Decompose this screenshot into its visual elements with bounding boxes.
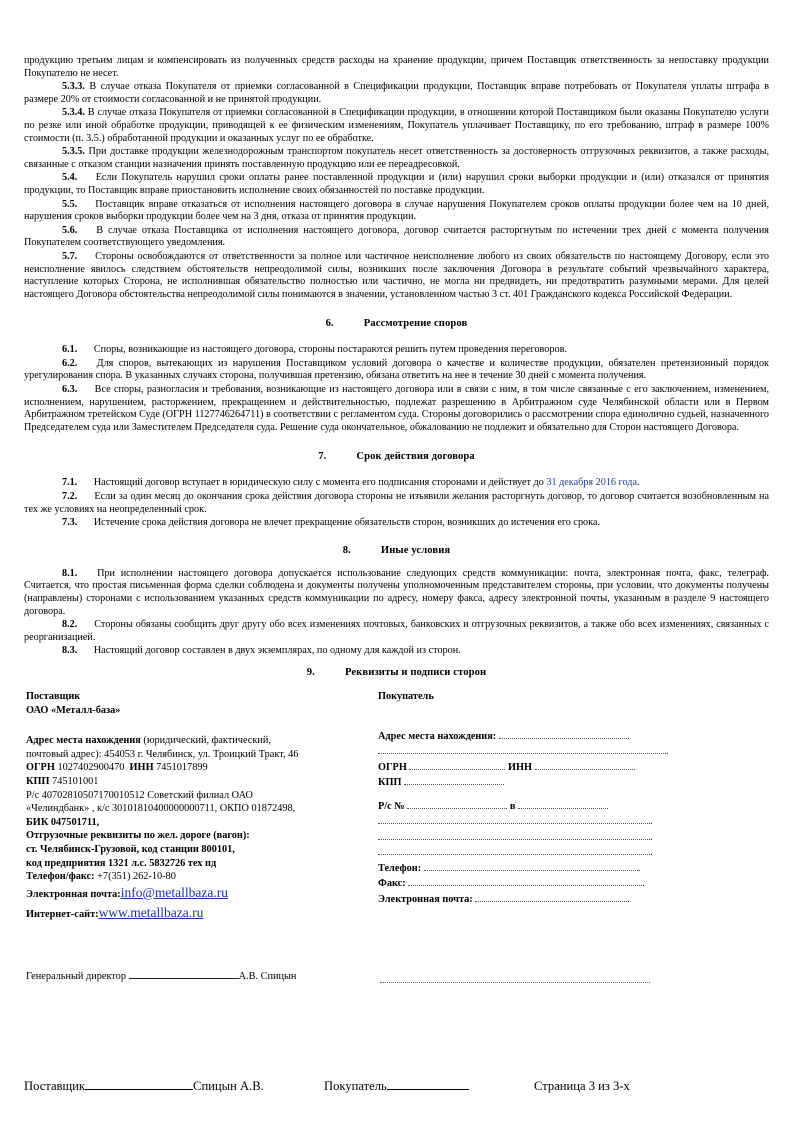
clause-text: В случае отказа Покупателя от приемки согласованной в Спецификации продукции, Поставщик вправе потребовать от Покупателя уплаты штрафа в размере 20% от стоимости согласованной и не принятой продукции. <box>24 81 770 105</box>
supplier-account-line1: Р/с 40702810507170010512 Советский филиал ОАО <box>26 789 253 801</box>
buyer-ogrn-label: ОГРН <box>378 761 407 773</box>
director-name: А.В. Спицын <box>238 970 297 982</box>
supplier-shipping-label: Отгрузочные реквизиты по жел. дороге (вагон): <box>26 830 250 842</box>
clause-number: 7.1. <box>62 477 78 489</box>
clause-number: 5.3.3. <box>62 81 85 93</box>
buyer-address-row2: . <box>378 744 684 760</box>
buyer-address-label: Адрес места нахождения: <box>378 730 497 742</box>
section-heading-8 <box>24 544 769 558</box>
clause-number: 5.3.4. <box>62 107 85 119</box>
clause-text: Настоящий договор составлен в двух экземплярах, по одному для каждой из сторон. <box>93 645 461 657</box>
buyer-blank-row-1: . <box>378 814 684 830</box>
buyer-address-row <box>378 729 684 745</box>
clause-5-3-4 <box>24 107 769 145</box>
clause-5-7 <box>24 251 769 301</box>
clause-text: Споры, возникающие из настоящего договора, стороны постараются решить путем проведения переговоров. <box>93 344 567 356</box>
clause-5-5 <box>24 199 769 224</box>
director-signature-line[interactable] <box>129 970 239 979</box>
clause-8-1 <box>24 568 769 618</box>
clause-7-1 <box>24 477 769 490</box>
buyer-kpp-input[interactable] <box>404 775 504 785</box>
section-title: Срок действия договора <box>356 451 475 463</box>
section-title: Реквизиты и подписи сторон <box>344 666 487 678</box>
clause-number: 6.1. <box>62 344 78 356</box>
clause-text: При исполнении настоящего договора допускается использование следующих средств коммуникации: почта, электронная почта, факс, телеграф. Считается, что простая письменная форма сделки соблюдена и документы получены уполномоченным представителем стороны, при условии, что документы получены (направлены) сторонами с использованием указанных средств коммуникации по адресу, номеру факса, адресу электронной почты, указанным в разделе 9 настоящего договора. <box>24 567 770 617</box>
buyer-ogrn-inn-row <box>378 760 684 776</box>
buyer-blank-input-2[interactable] <box>378 830 650 840</box>
clause-number: 7.2. <box>62 491 78 503</box>
contract-expiry-date: 31 декабря 2016 года <box>546 477 637 489</box>
buyer-email-row: Электронная почта: . <box>378 893 630 905</box>
supplier-address-line: почтовый адрес): 454053 г. Челябинск, ул. Троицкий Тракт, 46 <box>26 748 299 760</box>
buyer-blank-row-2: . <box>378 830 684 846</box>
clause-6-2 <box>24 358 769 383</box>
supplier-signature <box>26 970 356 986</box>
director-label: Генеральный директор <box>26 970 126 982</box>
clause-8-3 <box>24 645 769 658</box>
supplier-heading: Поставщик <box>26 690 81 702</box>
clause-text: Для споров, вытекающих из нарушения Поставщиком условий договора о качестве и количестве продукции, обязателен претензионный порядок урегулирования спора. В указанных случаях сторона, получившая претензию, обязана ответить на нее в течение 30 дней с момента получения. <box>24 357 770 382</box>
section-number: 7. <box>318 451 327 463</box>
clause-text: Стороны освобождаются от ответственности за полное или частичное неисполнение любого из своих обязательств по настоящему Договору, если это неисполнение явилось следствием обстоятельств непреодолимой силы, возникших после заключения Договора в результате событий чрезвычайного характера, наступление которых Сторона, не исполнившая обязательство полностью или частично, не могла ни предвидеть, ни предотвратить разумными мерами. Для целей настоящего Договора обстоятельства непреодолимой силы понимаются в значении, установленном частью 3 ст. 401 Гражданского кодекса Российской Федерации. <box>24 250 769 300</box>
buyer-bank-input[interactable] <box>518 799 608 809</box>
clause-text: Если Покупатель нарушил сроки оплаты ранее поставленной продукции и (или) нарушил сроки выборки продукции и (или) отказался от принятия продукции, то Поставщик вправе приостановить исполнение своих обязанностей по поставке продукции. <box>24 172 770 196</box>
footer-buyer <box>324 1079 534 1094</box>
section-heading-6 <box>24 317 769 331</box>
clause-5-3-3 <box>24 81 769 106</box>
clause-text: Стороны обязаны сообщить друг другу обо всех изменениях почтовых, банковских и отгрузочных реквизитов, а также обо всех изменениях, связанных с реорганизацией. <box>24 619 769 643</box>
clause-text-before: Настоящий договор вступает в юридическую силу с момента его подписания сторонами и действует до <box>93 477 547 489</box>
clause-text: В случае отказа Поставщика от исполнения настоящего договора, договор считается расторгнутым по истечении трех дней с момента получения Покупателем соответствующего уведомления. <box>24 224 769 249</box>
buyer-address-input[interactable] <box>499 729 629 739</box>
clause-7-3 <box>24 517 769 530</box>
clause-text: Если за один месяц до окончания срока действия договора стороны не изъявили желания расторгнуть договор, то договор считается возобновленным на тех же условиях на неопределенный срок. <box>24 491 769 515</box>
buyer-phone-row: Телефон: . <box>378 862 641 874</box>
section-heading-7 <box>24 450 769 464</box>
clause-text: В случае отказа Покупателя от приемки согласованной в Спецификации продукции, в отношении которой Поставщиком были оказаны Покупателю услуги по резке или иной обработке продукции, приводящей к ее физическим изменениям, Покупатель уплачивает Поставщику, по его требованию, штраф в размере 100% стоимости (п. 3.5.) обработанной продукции и оказанных услуг по ее обработке. <box>24 107 770 144</box>
supplier-ogrn-inn: ОГРН 1027402900470 ИНН 7451017899 <box>26 762 208 774</box>
footer-page-number: Страница 3 из 3-х <box>534 1079 630 1093</box>
clause-number: 5.7. <box>62 250 78 262</box>
buyer-phone-label: Телефон: <box>378 862 422 874</box>
buyer-address-input-2[interactable] <box>378 744 666 754</box>
buyer-inn-input[interactable] <box>535 760 635 770</box>
section-number: 9. <box>306 666 315 678</box>
clause-5-4 <box>24 172 769 197</box>
page-footer <box>24 1079 769 1094</box>
supplier-details <box>24 690 354 924</box>
buyer-blank-input-3[interactable] <box>378 845 650 855</box>
buyer-blank-input-1[interactable] <box>378 814 650 824</box>
buyer-kpp-label: КПП <box>378 777 402 789</box>
supplier-shipping-code: код предприятия 1321 л.с. 5832726 тех пд <box>26 857 217 869</box>
requisites-block <box>24 690 769 924</box>
continued-paragraph: продукцию третьим лицам и компенсировать из полученных средств расходы на хранение продукции, причем Поставщик ответственность за непоставку продукции Покупателю не несет. <box>24 55 769 79</box>
supplier-shipping-station: ст. Челябинск-Грузовой, код станции 800101, <box>26 843 235 855</box>
buyer-account-input[interactable] <box>407 799 507 809</box>
clause-number: 5.5. <box>62 198 78 210</box>
clause-text-after: ) в соответствии с регламентом суда. Стороны договорились о рассмотрении спора единолично судьей, назначенного Председателем суда или Заместителем Председателя суда. Решение суда окончательное, обжалованию не подлежит и обязательно для Сторон настоящего Договора. <box>24 409 769 433</box>
clause-5-6 <box>24 225 769 250</box>
supplier-email-row <box>26 884 354 904</box>
buyer-signature <box>356 970 686 986</box>
clause-text-before: Все споры, разногласия и требования, возникающие из настоящего договора или в связи с ним, в том числе связанные с его заключением, изменением, исполнением, нарушением, расторжением, прекращением и действительностью, подлежат разрешению в Арбитражном суде Челябинской области или в Первом Арбитражном третейском Суде (ОГРН <box>24 384 769 421</box>
supplier-email-label: Электронная почта: <box>26 888 121 900</box>
section-title: Рассмотрение споров <box>363 318 468 330</box>
section-heading-9 <box>24 666 769 680</box>
buyer-account-row <box>378 799 684 815</box>
buyer-account-in-label: в <box>509 800 516 812</box>
clause-number: 5.6. <box>62 224 78 236</box>
supplier-address-label: Адрес места нахождения (юридический, фактический, <box>26 735 271 747</box>
footer-buyer-label: Покупатель <box>324 1079 387 1093</box>
section-title: Иные условия <box>380 544 451 556</box>
buyer-signature-line[interactable] <box>380 974 650 983</box>
clause-text: Поставщик вправе отказаться от исполнения настоящего договора в случае нарушения Покупателем сроков оплаты продукции более чем на 10 дней, нарушения сроков выборки продукции более чем на 3 дня, отказа от принятия продукции. <box>24 198 769 223</box>
clause-number: 6.3. <box>62 384 78 396</box>
buyer-fax-row: Факс: . <box>378 878 645 890</box>
arbitration-court-ogrn: 1127746264711 <box>194 409 261 421</box>
buyer-phone-input[interactable] <box>424 861 638 871</box>
buyer-kpp-row <box>378 775 684 791</box>
buyer-fax-input[interactable] <box>408 876 642 886</box>
buyer-heading: Покупатель <box>378 690 434 702</box>
footer-supplier-name: Спицын А.В. <box>193 1079 264 1093</box>
footer-supplier-line[interactable] <box>85 1079 193 1090</box>
buyer-account-label: Р/с № <box>378 800 405 812</box>
clause-number: 8.1. <box>62 567 78 579</box>
clause-text: Истечение срока действия договора не влечет прекращение обязательств сторон, возникших до истечения его срока. <box>93 517 600 529</box>
supplier-email-link[interactable]: info@metallbaza.ru <box>120 884 228 900</box>
footer-supplier <box>24 1079 324 1094</box>
section-number: 6. <box>325 318 334 330</box>
supplier-website-row <box>26 904 354 924</box>
clause-number: 7.3. <box>62 517 78 529</box>
supplier-website-link[interactable]: www.metallbaza.ru <box>98 904 204 920</box>
clause-number: 8.2. <box>62 619 78 631</box>
buyer-inn-label: ИНН <box>508 761 533 773</box>
clause-number: 8.3. <box>62 645 78 657</box>
signature-block <box>24 970 769 986</box>
footer-buyer-line[interactable] <box>387 1079 469 1090</box>
supplier-kpp: КПП 745101001 <box>26 775 99 787</box>
clause-number: 5.3.5. <box>62 146 85 158</box>
supplier-website-label: Интернет-сайт: <box>26 908 99 920</box>
clause-text: При доставке продукции железнодорожным транспортом покупатель несет ответственность за достоверность отгрузочных реквизитов, а также расходы, связанные с отказом станции назначения принять поставленную продукцию или ее переадресовкой. <box>24 146 769 170</box>
clause-8-2 <box>24 619 769 644</box>
clause-7-2 <box>24 491 769 516</box>
clause-number: 5.4. <box>62 172 78 184</box>
buyer-blank-row-3: . <box>378 845 684 861</box>
supplier-bik: БИК 047501711, <box>26 816 100 828</box>
buyer-email-label: Электронная почта: <box>378 893 473 905</box>
clause-number: 6.2. <box>62 357 78 369</box>
clause-6-1 <box>24 344 769 357</box>
footer-supplier-label: Поставщик <box>24 1079 86 1093</box>
clause-5-3-5 <box>24 146 769 171</box>
section-number: 8. <box>342 544 351 556</box>
buyer-details <box>354 690 684 924</box>
buyer-email-input[interactable] <box>475 892 627 902</box>
buyer-ogrn-input[interactable] <box>409 760 505 770</box>
clause-text-after: . <box>636 477 640 489</box>
supplier-company-name: ОАО «Металл-база» <box>26 704 121 716</box>
supplier-phone: Телефон/факс: +7(351) 262-10-80 <box>26 871 176 883</box>
clause-6-3 <box>24 384 769 434</box>
buyer-fax-label: Факс: <box>378 878 406 890</box>
supplier-account-line2: «Челиндбанк» , к/с 30101810400000000711, ОКПО 01872498, <box>26 803 296 815</box>
